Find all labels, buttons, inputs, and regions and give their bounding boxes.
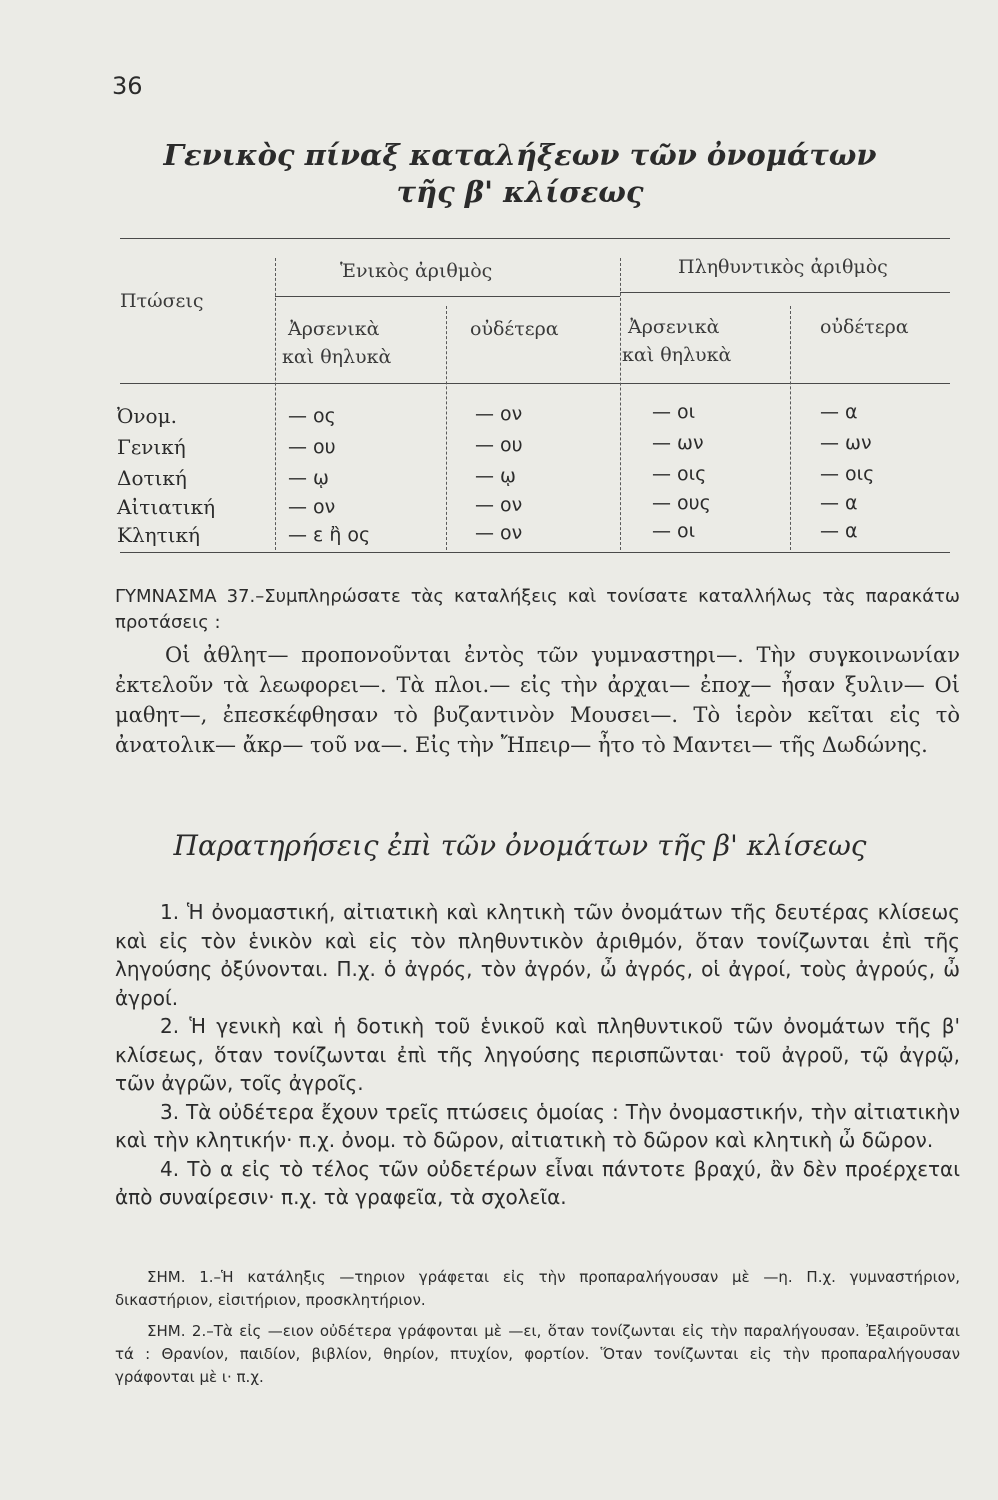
ending-sg-mf: — ε ἢ ος (288, 524, 371, 546)
page-title-second-line: τῆς β' κλίσεως (396, 175, 644, 209)
ending-pl-mf: — ων (652, 432, 704, 454)
ending-sg-n: — ῳ (475, 465, 516, 487)
ending-sg-n: — ον (475, 403, 523, 425)
observations-title: Παρατηρήσεις ἐπὶ τῶν ὀνομάτων τῆς β' κλίσεως (173, 829, 867, 862)
ending-sg-mf: — ου (288, 436, 336, 458)
ending-sg-mf: — ον (288, 496, 336, 518)
ending-pl-mf: — ους (652, 492, 711, 514)
exercise-heading: ΓΥΜΝΑΣΜΑ 37.–Συμπληρώσατε τὰς καταλήξεις καὶ τονίσατε καταλλήλως τὰς παρακάτω προτάσεις : (115, 586, 960, 633)
observation-item: 4. Τὸ α εἰς τὸ τέλος τῶν οὐδετέρων εἶναι πάντοτε βραχύ, ἂν δὲν προέρχεται ἀπὸ συναίρεσιν· π.χ. τὰ γραφεῖα, τὰ σχολεῖα. (115, 1156, 960, 1209)
header-plural-masc-fem-line1: Ἀρσενικὰ (628, 316, 720, 338)
table-top-rule (120, 238, 950, 239)
case-vocative: Κλητική (117, 523, 200, 547)
table-divider-cases (275, 258, 276, 550)
table-subheader-rule-plural (620, 292, 950, 293)
ending-pl-mf: — οι (652, 520, 696, 542)
table-divider-plural-neuter (790, 306, 791, 550)
header-singular-masc-fem-line1: Ἀρσενικὰ (288, 318, 380, 340)
ending-sg-n: — ον (475, 494, 523, 516)
notes (115, 1266, 960, 1397)
header-plural-neuter: οὐδέτερα (820, 316, 909, 338)
case-genitive: Γενική (117, 435, 186, 459)
table-header-bottom-rule (120, 383, 950, 384)
header-singular: Ἑνικὸς ἀριθμὸς (340, 260, 493, 282)
note-item: ΣΗΜ. 1.–Ἡ κατάληξις —τηριον γράφεται εἰς τὴν προπαραλήγουσαν μὲ —η. Π.χ. γυμναστήριον, δικαστήριον, εἰσιτήριον, προσκλητήριον. (115, 1268, 960, 1309)
exercise-body: Οἱ ἀθλητ— προπονοῦνται ἐντὸς τῶν γυμναστηρι—. Τὴν συγκοινωνίαν ἐκτελοῦν τὰ λεωφορει—. Τὰ πλοι.— εἰς τὴν ἀρχαι— ἐποχ— ἦσαν ξυλιν— Οἱ μαθητ—, ἐπεσκέφθησαν τὸ βυζαντινὸν Μουσει—. Τὸ ἱερὸν κεῖται εἰς τὸ ἀνατολικ— ἄκρ— τοῦ να—. Εἰς τὴν Ἤπειρ— ἦτο τὸ Μαντει— τῆς Δωδώνης. (115, 643, 960, 757)
header-singular-masc-fem-line2: καὶ θηλυκὰ (282, 346, 392, 368)
header-plural-masc-fem-line2: καὶ θηλυκὰ (622, 344, 732, 366)
case-accusative: Αἰτιατική (117, 495, 216, 519)
ending-pl-mf: — οι (652, 401, 696, 423)
ending-sg-mf: — ος (288, 405, 336, 427)
observation-item: 3. Τὰ οὐδέτερα ἔχουν τρεῖς πτώσεις ὁμοίας : Τὴν ὀνομαστικήν, τὴν αἰτιατικὴν καὶ τὴν κλητικήν· π.χ. ὀνομ. τὸ δῶρον, αἰτιατικὴ τὸ δῶρον καὶ κλητικὴ ὦ δῶρον. (115, 1099, 960, 1152)
page-title: Γενικὸς πίναξ καταλήξεων τῶν ὀνομάτων (163, 138, 877, 172)
page-number: 36 (112, 72, 143, 100)
ending-pl-n: — α (820, 492, 858, 514)
ending-sg-mf: — ῳ (288, 467, 329, 489)
header-singular-neuter: οὐδέτερα (470, 318, 559, 340)
table-divider-singular-neuter (446, 306, 447, 550)
ending-pl-n: — α (820, 520, 858, 542)
case-nominative: Ὀνομ. (117, 404, 177, 428)
table-subheader-rule-singular (275, 296, 620, 297)
header-plural: Πληθυντικὸς ἀριθμὸς (678, 256, 888, 278)
table-divider-plural (620, 258, 621, 550)
table-bottom-rule (120, 552, 950, 553)
observation-item: 2. Ἡ γενικὴ καὶ ἡ δοτικὴ τοῦ ἑνικοῦ καὶ πληθυντικοῦ τῶν ὀνομάτων τῆς β' κλίσεως, ὅταν τονίζωνται ἐπὶ τῆς ληγούσης περισπῶνται· τοῦ ἀγροῦ, τῷ ἀγρῷ, τῶν ἀγρῶν, τοῖς ἀγροῖς. (115, 1014, 960, 1095)
ending-pl-n: — ων (820, 432, 872, 454)
case-dative: Δοτική (117, 466, 187, 490)
note-item: ΣΗΜ. 2.–Τὰ εἰς —ειον οὐδέτερα γράφονται μὲ —ει, ὅταν τονίζωνται εἰς τὴν παραλήγουσαν. Ἐξαιροῦνται τά : Θρανίον, παιδίον, βιβλίον, θηρίον, πτυχίον, φορτίον. Ὅταν τονίζωνται εἰς τὴν προπαραλήγουσαν γράφονται μὲ ι· π.χ. (115, 1322, 960, 1386)
ending-pl-n: — α (820, 401, 858, 423)
observation-item: 1. Ἡ ὀνομαστική, αἰτιατικὴ καὶ κλητικὴ τῶν ὀνομάτων τῆς δευτέρας κλίσεως καὶ εἰς τὸν ἑνικὸν καὶ εἰς τὸν πληθυντικὸν ἀριθμόν, ὅταν τονίζωνται ἐπὶ τῆς ληγούσης ὀξύνονται. Π.χ. ὁ ἀγρός, τὸν ἀγρόν, ὦ ἀγρός, οἱ ἀγροί, τοὺς ἀγρούς, ὦ ἀγροί. (115, 900, 960, 1010)
ending-pl-n: — οις (820, 463, 875, 485)
observations-list (115, 898, 960, 1212)
ending-sg-n: — ου (475, 434, 523, 456)
header-cases: Πτώσεις (120, 290, 204, 312)
ending-sg-n: — ον (475, 522, 523, 544)
ending-pl-mf: — οις (652, 463, 707, 485)
